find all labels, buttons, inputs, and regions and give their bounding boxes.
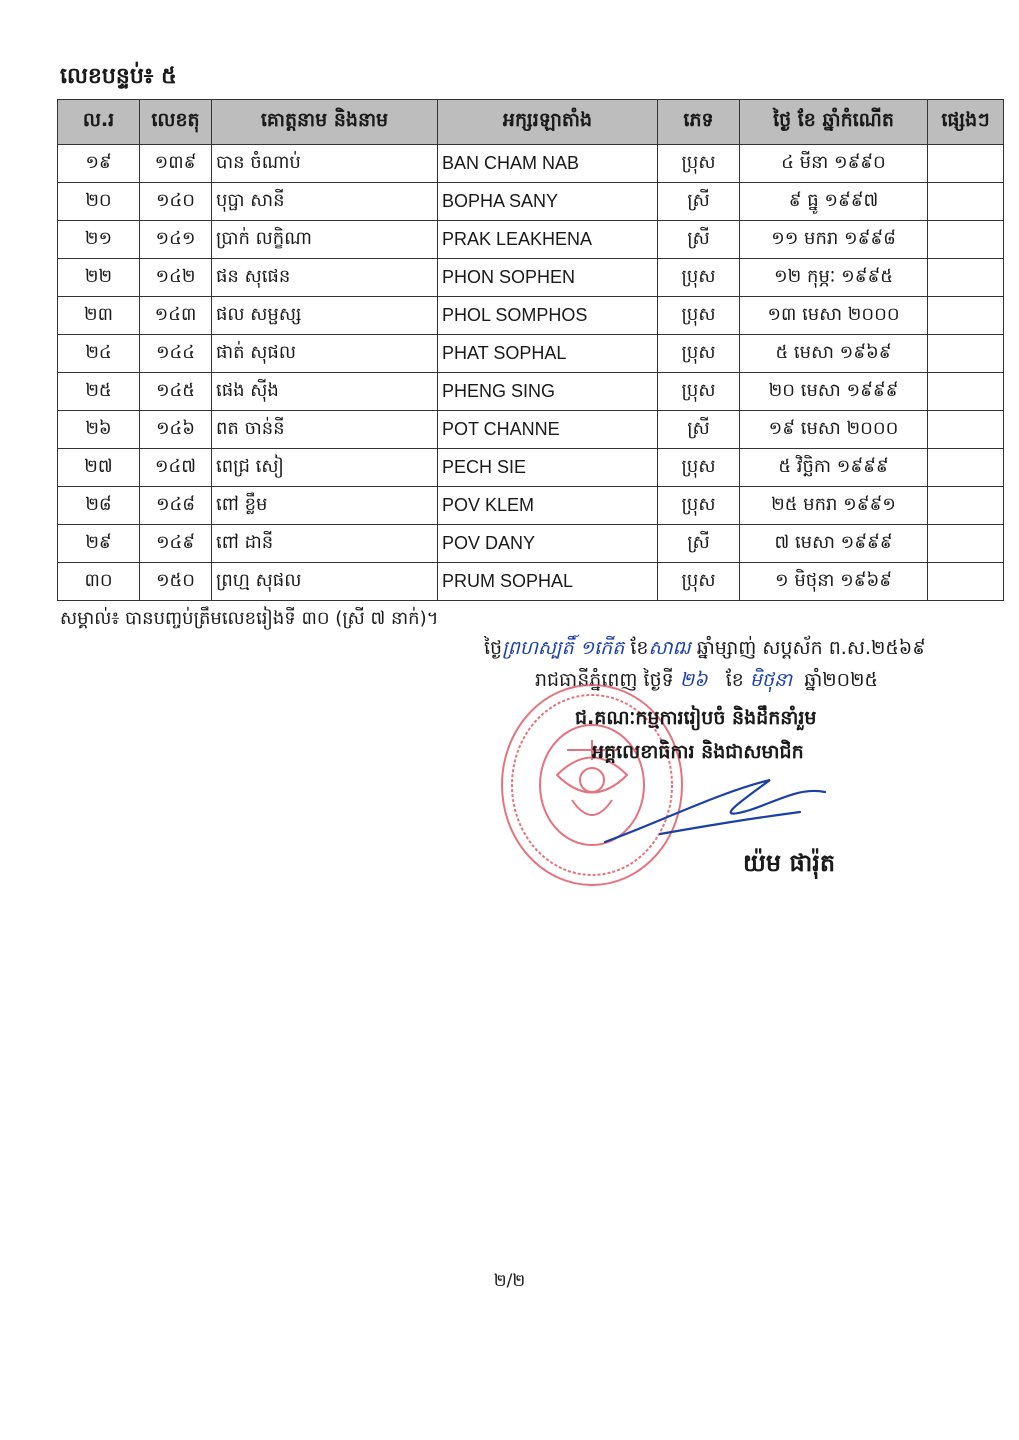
remarks-cell [928,563,1004,601]
solar-month-prefix: ខែ [725,669,744,691]
row-index-cell: ២២ [58,259,140,297]
desk-number-cell: ១៤៣ [140,297,212,335]
gender-cell: ស្រី [658,525,740,563]
latin-name-cell: POV DANY [438,525,658,563]
column-header: អក្សរឡាតាំង [438,100,658,145]
latin-name-cell: POT CHANNE [438,411,658,449]
birth-date-cell: ៧ មេសា ១៩៩៩ [740,525,928,563]
table-row [58,297,1004,335]
khmer-name-cell: បាន ចំណាប់ [212,145,438,183]
committee-title: ជ.គណៈកម្មការរៀបចំ និងដឹកនាំរួម [575,707,817,729]
table-row [58,449,1004,487]
gender-cell: ប្រុស [658,335,740,373]
table-row [58,221,1004,259]
desk-number-cell: ១៤៨ [140,487,212,525]
desk-number-cell: ១៤០ [140,183,212,221]
row-index-cell: ២៤ [58,335,140,373]
row-index-cell: ១៩ [58,145,140,183]
birth-date-cell: ៥ វិច្ឆិកា ១៩៩៩ [740,449,928,487]
gender-cell: ស្រី [658,411,740,449]
row-index-cell: ២៣ [58,297,140,335]
handwritten-lunar-month: សាឍ [648,637,691,659]
remarks-cell [928,259,1004,297]
khmer-name-cell: បុប្ផា សានី [212,183,438,221]
desk-number-cell: ១៤៤ [140,335,212,373]
remarks-cell [928,297,1004,335]
row-index-cell: ៣០ [58,563,140,601]
remarks-cell [928,449,1004,487]
gender-cell: ប្រុស [658,563,740,601]
desk-number-cell: ១៤៥ [140,373,212,411]
birth-date-cell: ៥ មេសា ១៩៦៩ [740,335,928,373]
birth-date-cell: ៤ មីនា ១៩៩០ [740,145,928,183]
footnote: សម្គាល់៖ បានបញ្ចប់ត្រឹមលេខរៀងទី ៣០ (ស្រី ៧ នាក់)។ [60,608,439,629]
column-header: ភេទ [658,100,740,145]
khmer-name-cell: ប្រាក់ លក្ខិណា [212,221,438,259]
signer-name: យ៉ម ផារ៉ុត [743,849,836,877]
column-header: ថ្ងៃ ខែ ឆ្នាំកំណើត [740,100,928,145]
latin-name-cell: PHON SOPHEN [438,259,658,297]
solar-year-text: ឆ្នាំ២០២៥ [804,669,878,691]
gender-cell: ស្រី [658,221,740,259]
column-header: គោត្តនាម និងនាម [212,100,438,145]
khmer-name-cell: ពេជ្រ សៀ [212,449,438,487]
latin-name-cell: PHAT SOPHAL [438,335,658,373]
table-body [58,145,1004,601]
table-row [58,373,1004,411]
gender-cell: ស្រី [658,183,740,221]
gender-cell: ប្រុស [658,259,740,297]
table-row [58,411,1004,449]
remarks-cell [928,525,1004,563]
lunar-month-prefix: ខែ [630,637,649,659]
row-index-cell: ២០ [58,183,140,221]
desk-number-cell: ១៤១ [140,221,212,259]
birth-date-cell: ១៣ មេសា ២០០០ [740,297,928,335]
desk-number-cell: ១៥០ [140,563,212,601]
khmer-name-cell: ពៅ ដានី [212,525,438,563]
remarks-cell [928,487,1004,525]
handwritten-signature [600,772,830,852]
khmer-name-cell: ផល សម្ផស្ស [212,297,438,335]
lunar-year-text: ឆ្នាំម្សាញ់ សប្តស័ក ព.ស.២៥៦៩ [696,637,926,659]
birth-date-cell: ១១ មករា ១៩៩៨ [740,221,928,259]
latin-name-cell: PHENG SING [438,373,658,411]
desk-number-cell: ១៤៦ [140,411,212,449]
khmer-name-cell: ពត ចាន់នី [212,411,438,449]
row-index-cell: ២៨ [58,487,140,525]
table-row [58,525,1004,563]
lunar-date-line [484,636,926,664]
table-row [58,183,1004,221]
handwritten-solar-day: ២៦ [679,669,708,691]
remarks-cell [928,373,1004,411]
remarks-cell [928,221,1004,259]
khmer-name-cell: ពៅ ខ្លឹម [212,487,438,525]
handwritten-solar-month: មិថុនា [749,669,793,691]
latin-name-cell: PRAK LEAKHENA [438,221,658,259]
birth-date-cell: ៩ ធ្នូ ១៩៩៧ [740,183,928,221]
desk-number-cell: ១៤៩ [140,525,212,563]
solar-date-prefix: រាជធានីភ្នំពេញ ថ្ងៃទី [535,669,674,691]
gender-cell: ប្រុស [658,487,740,525]
gender-cell: ប្រុស [658,297,740,335]
column-header: ល.រ [58,100,140,145]
birth-date-cell: ១២ កុម្ភៈ ១៩៩៥ [740,259,928,297]
gender-cell: ប្រុស [658,145,740,183]
remarks-cell [928,183,1004,221]
table-header-row [58,100,1004,145]
birth-date-cell: ១៩ មេសា ២០០០ [740,411,928,449]
khmer-name-cell: ព្រហ្ម សុផល [212,563,438,601]
candidate-table [57,99,1004,601]
gender-cell: ប្រុស [658,449,740,487]
handwritten-lunar-day: ព្រហស្បតិ៍ ១កើត [502,637,625,659]
desk-number-cell: ១៤៧ [140,449,212,487]
page-number: ២/២ [493,1271,526,1291]
row-index-cell: ២៩ [58,525,140,563]
table-row [58,335,1004,373]
row-index-cell: ២៥ [58,373,140,411]
desk-number-cell: ១៤២ [140,259,212,297]
latin-name-cell: PRUM SOPHAL [438,563,658,601]
birth-date-cell: ២៥ មករា ១៩៩១ [740,487,928,525]
room-number-label: លេខបន្ទប់៖ ៥ [60,64,177,89]
table-row [58,487,1004,525]
row-index-cell: ២១ [58,221,140,259]
row-index-cell: ២៦ [58,411,140,449]
table-row [58,259,1004,297]
latin-name-cell: POV KLEM [438,487,658,525]
khmer-name-cell: ផាត់ សុផល [212,335,438,373]
birth-date-cell: ១ មិថុនា ១៩៦៩ [740,563,928,601]
remarks-cell [928,335,1004,373]
desk-number-cell: ១៣៩ [140,145,212,183]
remarks-cell [928,411,1004,449]
column-header: លេខតុ [140,100,212,145]
latin-name-cell: PECH SIE [438,449,658,487]
latin-name-cell: BAN CHAM NAB [438,145,658,183]
remarks-cell [928,145,1004,183]
column-header: ផ្សេងៗ [928,100,1004,145]
khmer-name-cell: ផន សុផេន [212,259,438,297]
lunar-date-prefix: ថ្ងៃ [484,637,503,659]
birth-date-cell: ២០ មេសា ១៩៩៩ [740,373,928,411]
gender-cell: ប្រុស [658,373,740,411]
signer-position: អគ្គលេខាធិការ និងជាសមាជិក [592,741,804,763]
latin-name-cell: BOPHA SANY [438,183,658,221]
table-row [58,145,1004,183]
latin-name-cell: PHOL SOMPHOS [438,297,658,335]
row-index-cell: ២៧ [58,449,140,487]
table-row [58,563,1004,601]
khmer-name-cell: ផេង ស៊ីង [212,373,438,411]
